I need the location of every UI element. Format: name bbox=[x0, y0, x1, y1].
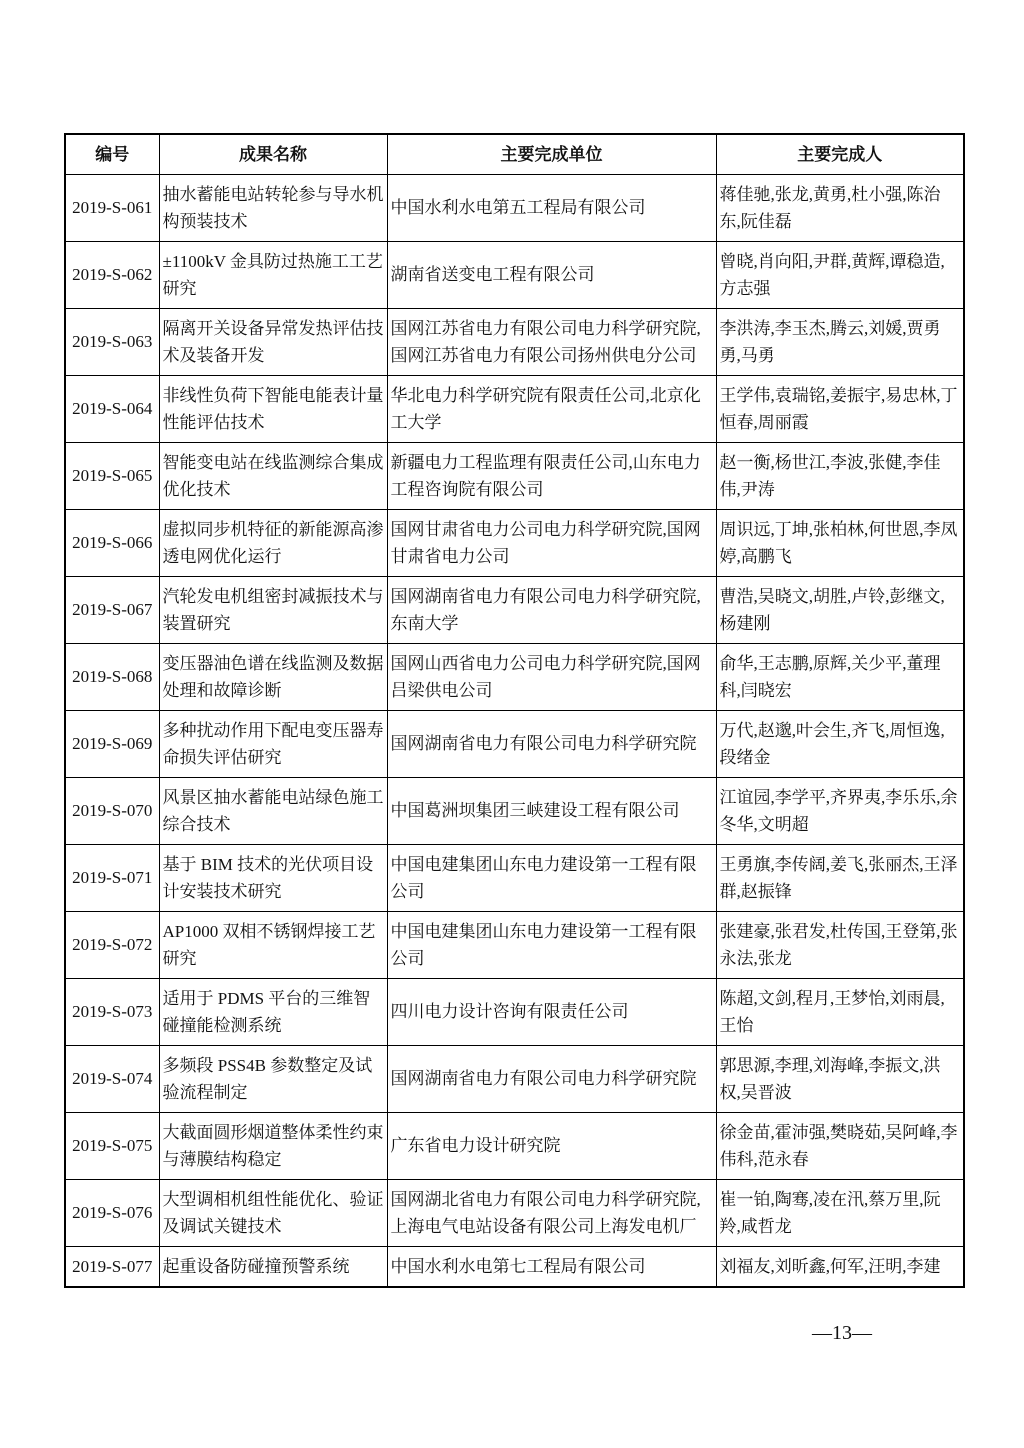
header-id: 编号 bbox=[65, 134, 159, 174]
result-people-cell: 张建豪,张君发,杜传国,王登第,张永法,张龙 bbox=[716, 911, 964, 978]
result-people-cell: 江谊园,李学平,齐界夷,李乐乐,余冬华,文明超 bbox=[716, 777, 964, 844]
page-number: —13— bbox=[812, 1322, 872, 1344]
result-id-cell: 2019-S-076 bbox=[65, 1179, 159, 1246]
table-row bbox=[65, 643, 964, 710]
result-name-cell: 多种扰动作用下配电变压器寿命损失评估研究 bbox=[159, 710, 387, 777]
result-org-cell: 国网江苏省电力有限公司电力科学研究院,国网江苏省电力有限公司扬州供电分公司 bbox=[387, 308, 716, 375]
table-row bbox=[65, 576, 964, 643]
result-id-cell: 2019-S-066 bbox=[65, 509, 159, 576]
result-name-cell: 隔离开关设备异常发热评估技术及装备开发 bbox=[159, 308, 387, 375]
table-row bbox=[65, 978, 964, 1045]
result-people-cell: 曾晓,肖向阳,尹群,黄辉,谭稳造,方志强 bbox=[716, 241, 964, 308]
result-people-cell: 蒋佳驰,张龙,黄勇,杜小强,陈治东,阮佳磊 bbox=[716, 174, 964, 241]
result-people-cell: 王学伟,袁瑞铭,姜振宇,易忠林,丁恒春,周丽霞 bbox=[716, 375, 964, 442]
table-row bbox=[65, 375, 964, 442]
result-name-cell: AP1000 双相不锈钢焊接工艺研究 bbox=[159, 911, 387, 978]
table-row bbox=[65, 308, 964, 375]
result-org-cell: 国网湖北省电力有限公司电力科学研究院,上海电气电站设备有限公司上海发电机厂 bbox=[387, 1179, 716, 1246]
table-row bbox=[65, 710, 964, 777]
result-id-cell: 2019-S-068 bbox=[65, 643, 159, 710]
result-id-cell: 2019-S-070 bbox=[65, 777, 159, 844]
result-name-cell: 风景区抽水蓄能电站绿色施工综合技术 bbox=[159, 777, 387, 844]
result-people-cell: 俞华,王志鹏,原辉,关少平,董理科,闫晓宏 bbox=[716, 643, 964, 710]
result-org-cell: 中国电建集团山东电力建设第一工程有限公司 bbox=[387, 911, 716, 978]
result-people-cell: 郭思源,李理,刘海峰,李振文,洪权,吴晋波 bbox=[716, 1045, 964, 1112]
table-row bbox=[65, 844, 964, 911]
result-id-cell: 2019-S-061 bbox=[65, 174, 159, 241]
result-id-cell: 2019-S-063 bbox=[65, 308, 159, 375]
result-name-cell: 智能变电站在线监测综合集成优化技术 bbox=[159, 442, 387, 509]
result-people-cell: 崔一铂,陶骞,凌在汛,蔡万里,阮羚,咸哲龙 bbox=[716, 1179, 964, 1246]
header-name: 成果名称 bbox=[159, 134, 387, 174]
result-id-cell: 2019-S-077 bbox=[65, 1246, 159, 1287]
result-people-cell: 徐金苗,霍沛强,樊晓茹,吴阿峰,李伟科,范永春 bbox=[716, 1112, 964, 1179]
result-id-cell: 2019-S-073 bbox=[65, 978, 159, 1045]
table-row bbox=[65, 241, 964, 308]
result-org-cell: 中国水利水电第五工程局有限公司 bbox=[387, 174, 716, 241]
result-org-cell: 国网湖南省电力有限公司电力科学研究院,东南大学 bbox=[387, 576, 716, 643]
table-row bbox=[65, 174, 964, 241]
table-row bbox=[65, 1112, 964, 1179]
result-name-cell: 起重设备防碰撞预警系统 bbox=[159, 1246, 387, 1287]
result-name-cell: 汽轮发电机组密封减振技术与装置研究 bbox=[159, 576, 387, 643]
result-org-cell: 四川电力设计咨询有限责任公司 bbox=[387, 978, 716, 1045]
table-row bbox=[65, 911, 964, 978]
result-id-cell: 2019-S-072 bbox=[65, 911, 159, 978]
result-name-cell: 大截面圆形烟道整体柔性约束与薄膜结构稳定 bbox=[159, 1112, 387, 1179]
result-id-cell: 2019-S-074 bbox=[65, 1045, 159, 1112]
result-people-cell: 王勇旗,李传阔,姜飞,张丽杰,王泽群,赵振锋 bbox=[716, 844, 964, 911]
result-org-cell: 中国水利水电第七工程局有限公司 bbox=[387, 1246, 716, 1287]
result-id-cell: 2019-S-062 bbox=[65, 241, 159, 308]
result-people-cell: 陈超,文剑,程月,王梦怡,刘雨晨,王怡 bbox=[716, 978, 964, 1045]
result-org-cell: 中国葛洲坝集团三峡建设工程有限公司 bbox=[387, 777, 716, 844]
result-org-cell: 新疆电力工程监理有限责任公司,山东电力工程咨询院有限公司 bbox=[387, 442, 716, 509]
result-org-cell: 中国电建集团山东电力建设第一工程有限公司 bbox=[387, 844, 716, 911]
result-id-cell: 2019-S-071 bbox=[65, 844, 159, 911]
result-id-cell: 2019-S-064 bbox=[65, 375, 159, 442]
table-row bbox=[65, 509, 964, 576]
result-name-cell: 适用于 PDMS 平台的三维智碰撞能检测系统 bbox=[159, 978, 387, 1045]
result-id-cell: 2019-S-065 bbox=[65, 442, 159, 509]
results-table bbox=[64, 133, 965, 1288]
result-org-cell: 国网甘肃省电力公司电力科学研究院,国网甘肃省电力公司 bbox=[387, 509, 716, 576]
result-people-cell: 曹浩,吴晓文,胡胜,卢铃,彭继文,杨建刚 bbox=[716, 576, 964, 643]
result-org-cell: 华北电力科学研究院有限责任公司,北京化工大学 bbox=[387, 375, 716, 442]
result-people-cell: 万代,赵邈,叶会生,齐飞,周恒逸,段绪金 bbox=[716, 710, 964, 777]
result-name-cell: 基于 BIM 技术的光伏项目设计安装技术研究 bbox=[159, 844, 387, 911]
header-org: 主要完成单位 bbox=[387, 134, 716, 174]
result-org-cell: 湖南省送变电工程有限公司 bbox=[387, 241, 716, 308]
result-name-cell: 非线性负荷下智能电能表计量性能评估技术 bbox=[159, 375, 387, 442]
result-id-cell: 2019-S-069 bbox=[65, 710, 159, 777]
table-row bbox=[65, 1246, 964, 1287]
result-id-cell: 2019-S-075 bbox=[65, 1112, 159, 1179]
result-org-cell: 国网山西省电力公司电力科学研究院,国网吕梁供电公司 bbox=[387, 643, 716, 710]
result-name-cell: ±1100kV 金具防过热施工工艺研究 bbox=[159, 241, 387, 308]
header-people: 主要完成人 bbox=[716, 134, 964, 174]
result-people-cell: 赵一衡,杨世江,李波,张健,李佳伟,尹涛 bbox=[716, 442, 964, 509]
result-people-cell: 周识远,丁坤,张柏林,何世恩,李凤婷,高鹏飞 bbox=[716, 509, 964, 576]
result-id-cell: 2019-S-067 bbox=[65, 576, 159, 643]
result-org-cell: 国网湖南省电力有限公司电力科学研究院 bbox=[387, 710, 716, 777]
result-people-cell: 刘福友,刘昕鑫,何军,汪明,李建 bbox=[716, 1246, 964, 1287]
result-name-cell: 虚拟同步机特征的新能源高渗透电网优化运行 bbox=[159, 509, 387, 576]
result-org-cell: 国网湖南省电力有限公司电力科学研究院 bbox=[387, 1045, 716, 1112]
result-name-cell: 多频段 PSS4B 参数整定及试验流程制定 bbox=[159, 1045, 387, 1112]
result-name-cell: 大型调相机组性能优化、验证及调试关键技术 bbox=[159, 1179, 387, 1246]
table-row bbox=[65, 1179, 964, 1246]
result-name-cell: 抽水蓄能电站转轮参与导水机构预装技术 bbox=[159, 174, 387, 241]
result-people-cell: 李洪涛,李玉杰,腾云,刘媛,贾勇勇,马勇 bbox=[716, 308, 964, 375]
table-row bbox=[65, 1045, 964, 1112]
result-org-cell: 广东省电力设计研究院 bbox=[387, 1112, 716, 1179]
table-header-row bbox=[65, 134, 964, 174]
table-row bbox=[65, 442, 964, 509]
result-name-cell: 变压器油色谱在线监测及数据处理和故障诊断 bbox=[159, 643, 387, 710]
table-row bbox=[65, 777, 964, 844]
